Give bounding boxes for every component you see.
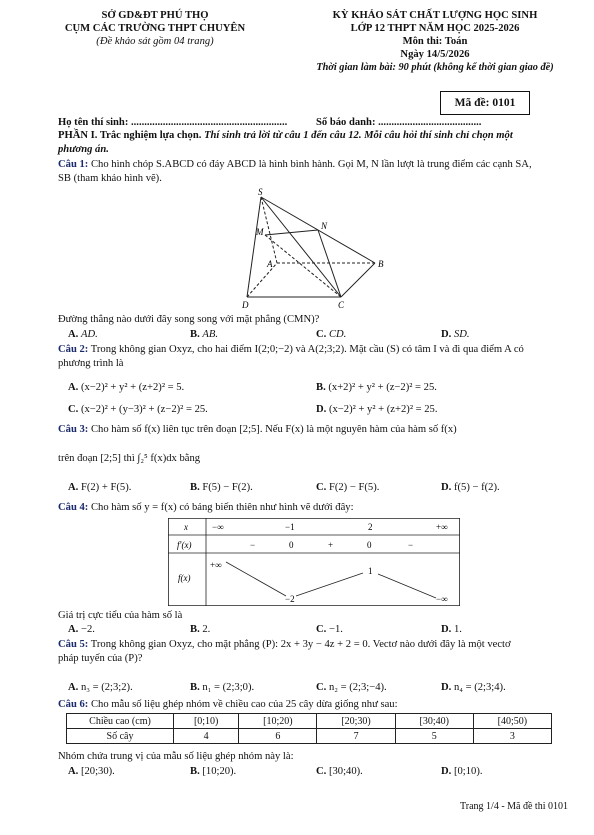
table-cell: 4 — [174, 729, 239, 744]
arrow-decreasing-2 — [378, 574, 436, 598]
q2-body: Trong không gian Oxyz, cho hai điểm I(2;0;−2) và A(2;3;2). Mặt cầu (S) có tâm I và đi qua điểm A có phương trình là — [58, 344, 524, 369]
q3-option-c[interactable]: C. F(2) − F(5). — [316, 482, 380, 493]
fp-sign: − — [250, 540, 256, 550]
q1-option-a[interactable]: A. AD. — [68, 329, 98, 340]
fp-zero: 0 — [289, 540, 294, 550]
label-C: C — [338, 300, 345, 310]
table-row — [67, 729, 552, 744]
q2-option-b[interactable]: B. (x+2)² + y² + (z−2)² = 25. — [316, 382, 437, 393]
q1-option-d[interactable]: D. SD. — [441, 329, 470, 340]
f-value: −∞ — [436, 594, 448, 604]
arrow-increasing — [296, 573, 363, 596]
q5-option-c[interactable]: C. n₂ = (2;3;−4). — [316, 682, 387, 693]
segment-MN — [265, 230, 318, 235]
q1-stem: Đường thẳng nào dưới đây song song với mặt phẳng (CMN)? — [58, 314, 320, 325]
segment-MC — [265, 235, 341, 297]
grade-year: LỚP 12 THPT NĂM HỌC 2025-2026 — [350, 23, 520, 34]
q1-option-c[interactable]: C. CD. — [316, 329, 347, 340]
f-value: +∞ — [210, 560, 222, 570]
q4-option-b[interactable]: B. 2. — [190, 624, 211, 635]
q6-stem: Nhóm chứa trung vị của mẫu số liệu ghép nhóm này là: — [58, 751, 294, 762]
part1-heading — [58, 129, 532, 157]
label-S: S — [258, 187, 263, 197]
q1-text — [58, 158, 532, 186]
q5-body: Trong không gian Oxyz, cho mặt phẳng (P): 2x + 3y − 4z + 2 = 0. Vectơ nào dưới đây là một vectơ pháp tuyến của (P)? — [58, 639, 511, 664]
tbl-x-label: x — [184, 522, 188, 532]
page-count-note: (Đề khảo sát gồm 04 trang) — [96, 36, 214, 47]
q6-body: Cho mẫu số liệu ghép nhóm về chiều cao của 25 cây dừa giống như sau: — [90, 699, 398, 710]
label-D: D — [242, 300, 249, 310]
q2-option-d[interactable]: D. (x−2)² + y² + (z+2)² = 25. — [316, 404, 438, 415]
q3-text-2: trên đoạn [2;5] thì ∫₂⁵ f(x)dx bằng — [58, 453, 201, 464]
q6-option-c[interactable]: C. [30;40). — [316, 766, 363, 777]
part1-title: PHẦN I. Trắc nghiệm lựa chọn. — [58, 130, 202, 141]
q5-option-b[interactable]: B. n₁ = (2;3;0). — [190, 682, 255, 693]
q6-label: Câu 6: — [58, 699, 89, 710]
table-cell: 3 — [473, 729, 551, 744]
school-cluster: CỤM CÁC TRƯỜNG THPT CHUYÊN — [64, 23, 246, 34]
x-value: −∞ — [212, 522, 224, 532]
table-cell: 7 — [317, 729, 395, 744]
table-row — [67, 714, 552, 729]
table-cell: 5 — [395, 729, 473, 744]
pyramid-figure — [225, 187, 395, 312]
f-value: −2 — [285, 594, 295, 604]
exam-date: Ngày 14/5/2026 — [400, 49, 470, 60]
q2-label: Câu 2: — [58, 344, 89, 355]
exam-code-box: Mã đề: 0101 — [440, 91, 530, 115]
q4-option-a[interactable]: A. −2. — [68, 624, 95, 635]
q3-option-a[interactable]: A. F(2) + F(5). — [68, 482, 132, 493]
row-header: Chiều cao (cm) — [67, 714, 174, 729]
label-N: N — [321, 221, 328, 231]
q6-option-d[interactable]: D. [0;10). — [441, 766, 483, 777]
table-cell: 6 — [239, 729, 317, 744]
table-cell: [10;20) — [239, 714, 317, 729]
label-B: B — [378, 259, 384, 269]
q2-option-a[interactable]: A. (x−2)² + y² + (z+2)² = 5. — [68, 382, 185, 393]
table-cell: [20;30) — [317, 714, 395, 729]
q2-text — [58, 343, 532, 371]
label-A: A — [267, 259, 273, 269]
tbl-fp-label: f′(x) — [177, 540, 192, 550]
student-name-line: Họ tên thí sinh: ........................................................... — [58, 117, 288, 128]
q5-text — [58, 638, 532, 666]
exam-title: KỲ KHẢO SÁT CHẤT LƯỢNG HỌC SINH — [332, 10, 538, 21]
f-value: 1 — [368, 566, 373, 576]
q1-body: Cho hình chóp S.ABCD có đáy ABCD là hình bình hành. Gọi M, N lần lượt là trung điểm các cạnh SA, SB (tham khảo hình vẽ). — [58, 159, 532, 184]
subject: Môn thi: Toán — [402, 36, 468, 47]
student-id-line: Số báo danh: ....................................... — [316, 117, 482, 128]
q1-option-b[interactable]: B. AB. — [190, 329, 218, 340]
q4-stem: Giá trị cực tiểu của hàm số là — [58, 610, 183, 621]
fp-zero: 0 — [367, 540, 372, 550]
table-cell: [0;10) — [174, 714, 239, 729]
q6-option-b[interactable]: B. [10;20). — [190, 766, 237, 777]
dept-name: SỞ GD&ĐT PHÚ THỌ — [101, 10, 209, 21]
q5-option-a[interactable]: A. n₃ = (2;3;2). — [68, 682, 133, 693]
q4-text — [58, 501, 532, 515]
x-value: −1 — [285, 522, 295, 532]
variation-table — [168, 518, 460, 606]
q3-body: Cho hàm số f(x) liên tục trên đoạn [2;5]. Nếu F(x) là một nguyên hàm của hàm số f(x) — [90, 424, 457, 435]
part1-description: Thí sinh trả lời từ câu 1 đến câu 12. Mỗi câu hỏi thí sinh chỉ chọn một phương án. — [58, 130, 513, 155]
q3-label: Câu 3: — [58, 424, 89, 435]
q3-text — [58, 423, 532, 437]
row-header: Số cây — [67, 729, 174, 744]
tbl-f-label: f(x) — [178, 573, 191, 583]
label-M: M — [256, 227, 264, 237]
fp-sign: − — [408, 540, 414, 550]
q1-label: Câu 1: — [58, 159, 89, 170]
q6-option-a[interactable]: A. [20;30). — [68, 766, 115, 777]
q5-label: Câu 5: — [58, 639, 89, 650]
q4-option-d[interactable]: D. 1. — [441, 624, 462, 635]
page-footer: Trang 1/4 - Mã đề thi 0101 — [460, 801, 568, 812]
edge-SD — [247, 197, 261, 297]
q4-option-c[interactable]: C. −1. — [316, 624, 343, 635]
q6-text — [58, 698, 532, 712]
table-cell: [40;50) — [473, 714, 551, 729]
q2-option-c[interactable]: C. (x−2)² + (y−3)² + (z−2)² = 25. — [68, 404, 208, 415]
x-value: 2 — [368, 522, 373, 532]
duration: Thời gian làm bài: 90 phút (không kể thời gian giao đề) — [316, 62, 554, 73]
x-value: +∞ — [436, 522, 448, 532]
grouped-data-table — [66, 713, 552, 744]
arrow-decreasing-1 — [226, 562, 286, 596]
q4-label: Câu 4: — [58, 502, 89, 513]
edge-CB — [341, 263, 375, 297]
fp-sign: + — [328, 540, 334, 550]
q5-option-d[interactable]: D. n₄ = (2;3;4). — [441, 682, 506, 693]
q3-option-d[interactable]: D. f(5) − f(2). — [441, 482, 500, 493]
table-cell: [30;40) — [395, 714, 473, 729]
q3-option-b[interactable]: B. F(5) − F(2). — [190, 482, 253, 493]
q4-body: Cho hàm số y = f(x) có bảng biến thiên như hình vẽ dưới đây: — [90, 502, 354, 513]
